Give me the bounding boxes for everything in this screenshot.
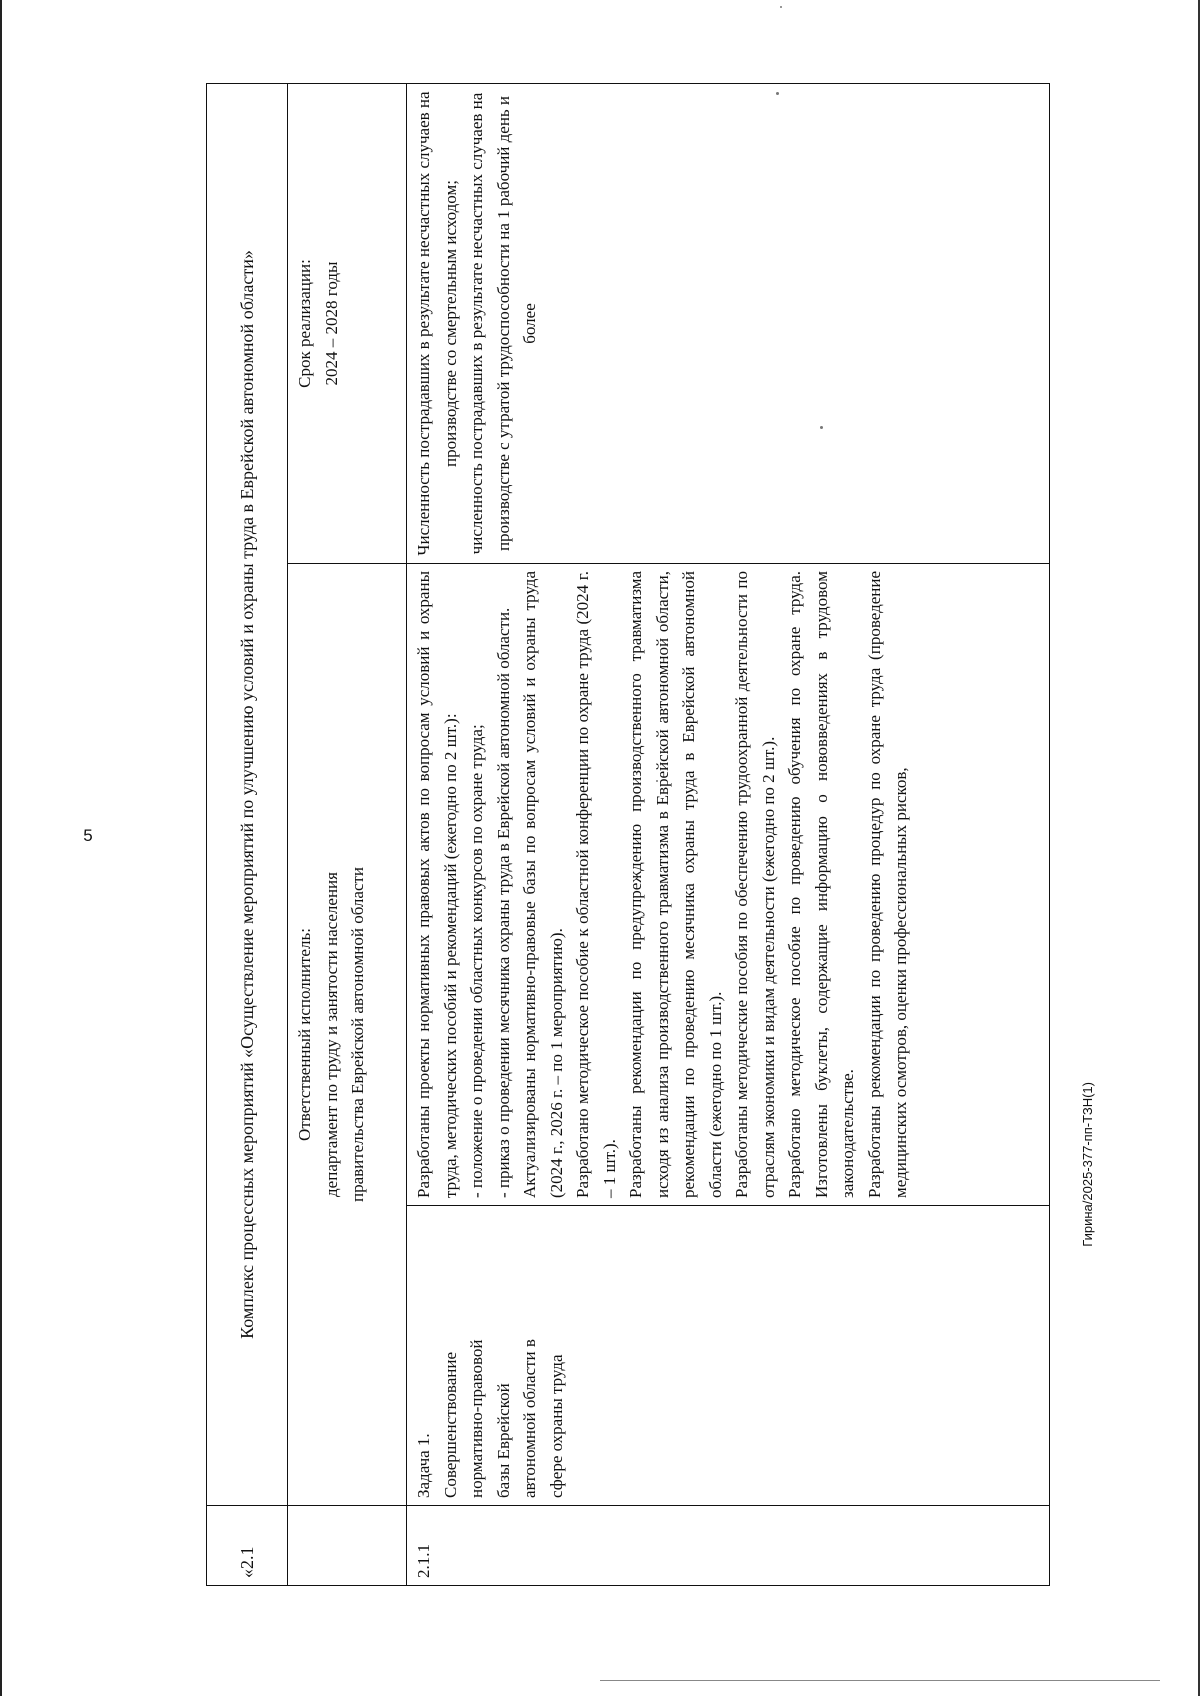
task-number: 2.1.1 (407, 1506, 1050, 1586)
indicator-paragraph: численность пострадавших в результате несчастных случаев на производстве с утратой трудоспособности на 1 рабочий день и более (467, 92, 539, 555)
result-paragraph: Разработаны рекомендации по предупреждению производственного травматизма исходя из анализа производственного травматизма в Еврейской автономной области, рекомендации по проведению месячника охраны труда в Еврейской автономной области (ежегодно по 1 шт.). (626, 571, 725, 1198)
result-paragraph: Разработано методическое пособие по проведению обучения по охране труда. Изготовлены буклеты, содержащие информацию о нововведениях в трудовом законодательстве. (785, 571, 857, 1198)
measures-table (206, 83, 1050, 1586)
section-title-row (207, 84, 288, 1586)
task-line: нормативно-правовой (467, 1339, 486, 1498)
footer-code-wrapper (1076, 1082, 1100, 1382)
term-label: Срок реализации: (295, 259, 314, 388)
document-table-rotor (206, 84, 1050, 1586)
executor-line2: правительства Еврейской автономной области (348, 866, 367, 1203)
task-row (407, 84, 1050, 1586)
scan-speck (780, 6, 782, 8)
task-line: Задача 1. (414, 1433, 433, 1498)
section-title: Комплекс процессных мероприятий «Осуществление мероприятий по улучшению условий и охраны труда в Еврейской автономной области» (207, 84, 288, 1506)
term-value: 2024 – 2028 годы (321, 261, 341, 386)
header-row (288, 84, 407, 1586)
result-paragraph: - приказ о проведении месячника охраны труда в Еврейской автономной области. (493, 607, 513, 1198)
task-description (407, 1206, 1050, 1506)
indicator-paragraph: Численность пострадавших в результате несчастных случаев на производстве со смертельным исходом; (414, 91, 460, 556)
page-number: 5 (83, 826, 93, 845)
document-table-frame (206, 84, 1050, 1586)
expected-results-cell (407, 564, 1050, 1206)
indicators-cell (407, 84, 1050, 564)
header-empty-cell (288, 1506, 407, 1586)
executor-label: Ответственный исполнитель: (295, 928, 314, 1141)
executor-line1: департамент по труду и занятости населения (321, 872, 341, 1197)
term-cell (288, 84, 407, 564)
result-paragraph: Разработано методическое пособие к областной конференции по охране труда (2024 г. – 1 шт.). (573, 571, 619, 1198)
result-paragraph: Разработаны проекты нормативных правовых актов по вопросам условий и охраны труда, методических пособий и рекомендаций (ежегодно по 2 шт.): (414, 571, 460, 1198)
result-paragraph: Разработаны рекомендации по проведению процедур по охране труда (проведение медицинских осмотров, оценки профессиональных рисков, (864, 571, 910, 1198)
task-line: базы Еврейской (493, 1383, 513, 1498)
result-paragraph: - положение о проведении областных конкурсов по охране труда; (467, 724, 486, 1198)
scan-bottom-rule (600, 1680, 1160, 1681)
executor-cell (288, 564, 407, 1506)
result-paragraph: Актуализированы нормативно-правовые базы по вопросам условий и охраны труда (2024 г., 2026 г. – по 1 мероприятию). (520, 571, 566, 1198)
task-line: сфере охраны труда (546, 1354, 566, 1498)
scan-edge-left (0, 0, 2, 1696)
footer-code: Гирина/2025-377-пп-ТЗН(1) (1080, 1082, 1095, 1247)
task-line: Совершенствование (440, 1351, 460, 1498)
result-paragraph: Разработаны методические пособия по обеспечению трудоохранной деятельности по отраслям экономики и видам деятельности (ежегодно по 2 шт.). (732, 571, 778, 1198)
task-line: автономной области в (520, 1339, 539, 1498)
section-number: «2.1 (207, 1506, 288, 1586)
